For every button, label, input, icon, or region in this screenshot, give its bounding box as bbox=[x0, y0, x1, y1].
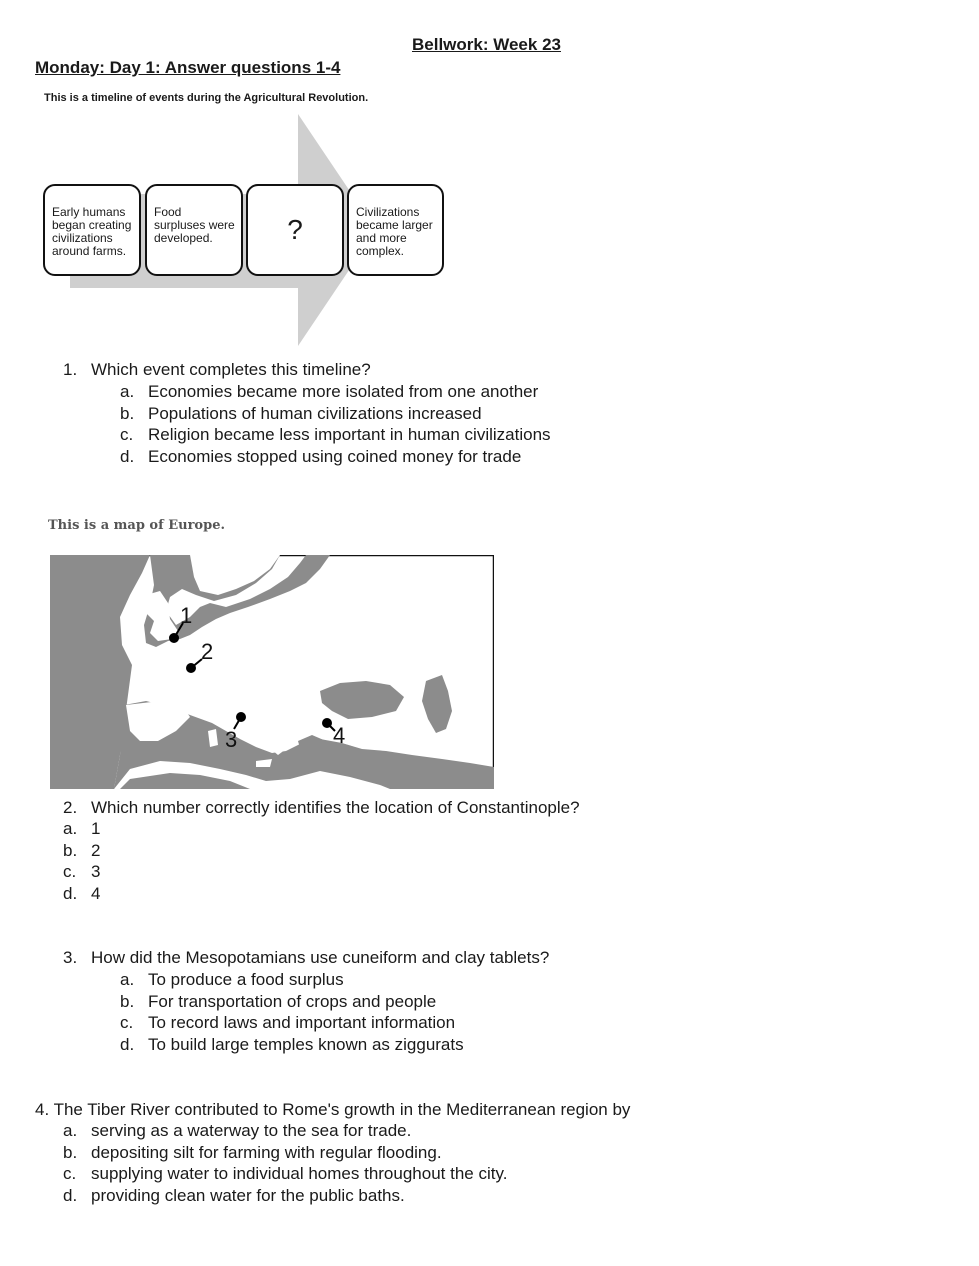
europe-map bbox=[50, 555, 494, 789]
option-3b: b. For transportation of crops and people bbox=[120, 991, 437, 1011]
option-4c: c. supplying water to individual homes throughout the city. bbox=[63, 1164, 508, 1184]
question-2-text: Which number correctly identifies the location of Constantinople? bbox=[91, 798, 580, 817]
option-3c: c. To record laws and important information bbox=[120, 1013, 456, 1033]
question-3 bbox=[63, 947, 549, 969]
timeline-box-missing: ? bbox=[246, 184, 344, 276]
question-1-options bbox=[120, 381, 551, 467]
question-2 bbox=[63, 797, 580, 819]
question-3-number: 3. bbox=[63, 948, 78, 967]
question-1 bbox=[63, 359, 371, 381]
option-4a: a. serving as a waterway to the sea for trade. bbox=[63, 1121, 412, 1140]
question-3-options bbox=[120, 969, 464, 1055]
option-4d: d. providing clean water for the public baths. bbox=[63, 1185, 405, 1205]
option-1a: a. Economies became more isolated from one another bbox=[120, 382, 539, 401]
option-1d: d. Economies stopped using coined money for trade bbox=[120, 446, 522, 466]
map-caption: This is a map of Europe. bbox=[48, 518, 225, 533]
question-2-options bbox=[63, 818, 100, 904]
map-label-3: 3 bbox=[225, 727, 238, 752]
option-2c: c. 3 bbox=[63, 862, 101, 882]
timeline-caption: This is a timeline of events during the Agricultural Revolution. bbox=[44, 92, 369, 104]
option-1b: b. Populations of human civilizations increased bbox=[120, 403, 482, 423]
option-2a: a. 1 bbox=[63, 819, 101, 838]
option-4b: b. depositing silt for farming with regular flooding. bbox=[63, 1142, 442, 1162]
worksheet-title: Bellwork: Week 23 bbox=[412, 35, 561, 54]
question-1-text: Which event completes this timeline? bbox=[91, 360, 371, 379]
option-2b: b. 2 bbox=[63, 840, 101, 860]
question-3-text: How did the Mesopotamians use cuneiform and clay tablets? bbox=[91, 948, 550, 967]
option-3a: a. To produce a food surplus bbox=[120, 970, 344, 989]
question-4-options bbox=[63, 1120, 507, 1206]
question-1-number: 1. bbox=[63, 360, 78, 379]
timeline-box-2: Food surpluses were developed. bbox=[145, 184, 243, 276]
map-label-4: 4 bbox=[333, 723, 346, 748]
timeline-box-1: Early humans began creating civilizations around farms. bbox=[43, 184, 141, 276]
option-2d: d. 4 bbox=[63, 883, 101, 903]
question-2-number: 2. bbox=[63, 798, 78, 817]
option-1c: c. Religion became less important in human civilizations bbox=[120, 425, 551, 445]
question-4-text: 4. The Tiber River contributed to Rome's growth in the Mediterranean region by bbox=[35, 1100, 631, 1119]
option-3d: d. To build large temples known as ziggurats bbox=[120, 1034, 464, 1054]
map-label-1: 1 bbox=[180, 603, 193, 628]
map-label-2: 2 bbox=[201, 639, 214, 664]
day-heading: Monday: Day 1: Answer questions 1-4 bbox=[35, 58, 341, 77]
timeline-box-4: Civilizations became larger and more complex. bbox=[347, 184, 444, 276]
